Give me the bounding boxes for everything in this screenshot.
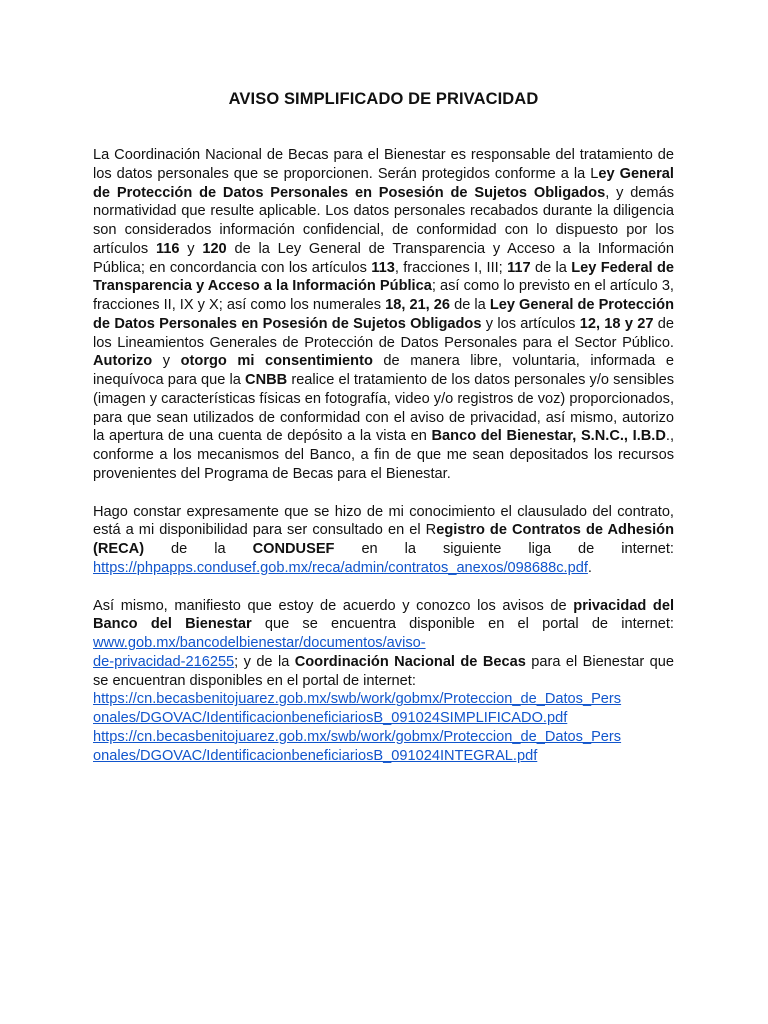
text-run: que se encuentra disponible en el portal de internet: xyxy=(251,616,674,633)
reca-paragraph xyxy=(93,503,674,578)
reca-contract-link[interactable]: https://phpapps.condusef.gob.mx/reca/admin/contratos_anexos/098688c.pdf xyxy=(93,559,588,576)
link-line[interactable]: onales/DGOVAC/IdentificacionbeneficiariosB_091024INTEGRAL.pdf xyxy=(93,747,538,764)
bold-run: otorgo mi consentimiento xyxy=(180,353,373,370)
text-run: ; así como lo previsto en el artículo 3, fracciones II, IX y X; así como los numerales xyxy=(93,278,674,313)
bold-run: 116 xyxy=(155,240,180,257)
document-title: AVISO SIMPLIFICADO DE PRIVACIDAD xyxy=(228,90,539,108)
text-run: para el Bienestar que se encuentran disponibles en el portal de internet: xyxy=(93,653,674,689)
cnb-integral-notice-link[interactable] xyxy=(93,728,674,766)
cnb-simplified-notice-link[interactable] xyxy=(93,690,674,728)
text-run: y xyxy=(179,240,203,257)
bold-run: egistro de Contratos de Adhesión (RECA) xyxy=(93,522,675,557)
text-run: La Coordinación Nacional de Becas para el Bienestar es responsable del tratamiento de los datos personales que se proporcionen. Serán protegidos conforme a la L xyxy=(93,147,674,182)
text-run: realice el tratamiento de los datos personales y/o sensibles (imagen y características físicas en fotografía, video y/o registros de voz) proporcionados, para que sean utilizados de conformidad con el aviso de privacidad, así mismo, autorizo la apertura de una cuenta de depósito a la vista en xyxy=(93,372,674,445)
bold-run: Banco del Bienestar, S.N.C., I.B.D xyxy=(431,428,666,445)
bold-run: ey General de Protección de Datos Personales en Posesión de Sujetos Obligados xyxy=(93,165,674,201)
link-line[interactable]: www.gob.mx/bancodelbienestar/documentos/aviso- xyxy=(93,635,426,651)
text-run: , fracciones I, III; xyxy=(394,259,508,276)
bold-run: 18, 21, 26 xyxy=(385,297,451,313)
bold-run: 120 xyxy=(202,240,227,257)
bold-run: 113 xyxy=(371,259,395,276)
text-run: ; y de la xyxy=(234,653,295,670)
text-run: de los Lineamientos Generales de Protección de Datos Personales para el Sector Público. xyxy=(93,315,674,351)
text-run: ., conforme a los mecanismos del Banco, a fin de que me sean depositados los recursos provenientes del Programa de Becas para el Bienestar. xyxy=(93,428,674,482)
bold-run: Autorizo xyxy=(93,353,153,370)
link-line[interactable]: https://cn.becasbenitojuarez.gob.mx/swb/work/gobmx/Proteccion_de_Datos_Pers xyxy=(93,728,622,745)
link-line[interactable]: onales/DGOVAC/IdentificacionbeneficiariosB_091024SIMPLIFICADO.pdf xyxy=(93,710,568,726)
bold-run: Coordinación Nacional de Becas xyxy=(294,653,526,670)
text-run: de la xyxy=(450,297,490,313)
text-run: de la xyxy=(530,259,572,276)
text-run: . xyxy=(587,559,592,576)
bold-run: CNBB xyxy=(245,372,288,388)
text-run: , y demás normatividad que resulte aplicable. Los datos personales recabados durante la diligencia son considerados información confidencial, de conformidad con lo dispuesto por los artículos xyxy=(93,184,674,257)
text-run: en la siguiente liga de internet: xyxy=(334,541,674,557)
bold-run: 117 xyxy=(507,259,531,276)
consent-paragraph xyxy=(93,146,674,484)
text-run: de la xyxy=(144,541,253,557)
bold-run: privacidad del Banco del Bienestar xyxy=(93,597,674,633)
bold-run: Ley Federal de Transparencia y Acceso a la Información Pública xyxy=(93,259,674,295)
bold-run: CONDUSEF xyxy=(252,541,335,557)
text-run: Hago constar expresamente que se hizo de mi conocimiento el clausulado del contrato, está a mi disponibilidad para ser consultado en el R xyxy=(93,503,674,539)
text-run: y los artículos xyxy=(481,315,580,332)
link-line[interactable]: https://cn.becasbenitojuarez.gob.mx/swb/work/gobmx/Proteccion_de_Datos_Pers xyxy=(93,691,622,708)
privacy-notices-paragraph xyxy=(93,597,674,766)
text-run: de manera libre, voluntaria, informada e inequívoca para que la xyxy=(93,353,674,388)
link-line[interactable]: de-privacidad-216255 xyxy=(93,653,235,670)
bold-run: 12, 18 y 27 xyxy=(579,315,654,332)
text-run: y xyxy=(152,353,181,370)
bold-run: Ley General de Protección de Datos Personales en Posesión de Sujetos Obligados xyxy=(93,297,674,332)
text-run: de la Ley General de Transparencia y Acceso a la Información Pública; en concordancia con los artículos xyxy=(93,240,674,276)
text-run: Así mismo, manifiesto que estoy de acuerdo y conozco los avisos de xyxy=(93,597,574,614)
